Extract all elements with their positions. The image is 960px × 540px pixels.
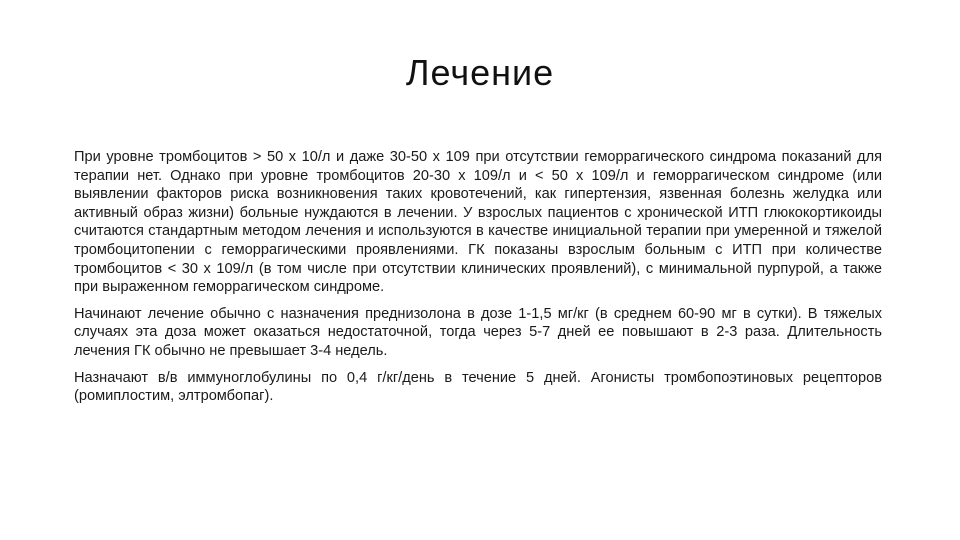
slide-body	[74, 148, 882, 414]
slide-title: Лечение	[405, 52, 555, 93]
paragraph-treatment-indications: При уровне тромбоцитов > 50 x 10/л и даже 30-50 x 109 при отсутствии геморрагического синдрома показаний для терапии нет. Однако при уровне тромбоцитов 20-30 х 109/л и < 50 х 109/л и геморрагическом синдроме (или выявлении факторов риска возникновения таких кровотечений, как гипертензия, язвенная болезнь желудка или активный образ жизни) больные нуждаются в лечении. У взрослых пациентов с хронической ИТП глюкокортикоиды считаются стандартным методом лечения и используются в качестве инициальной терапии при умеренной и тяжелой тромбоцитопении с геморрагическими проявлениями. ГК показаны взрослым больным с ИТП при количестве тромбоцитов < 30 х 109/л (в том числе при отсутствии клинических проявлений), с минимальной пурпурой, а также при выраженном геморрагическом синдроме.	[74, 149, 882, 296]
paragraph-prednisolone-dosage: Начинают лечение обычно с назначения преднизолона в дозе 1-1,5 мг/кг (в среднем 60-90 мг в сутки). В тяжелых случаях эта доза может оказаться недостаточной, тогда через 5-7 дней ее повышают в 2-3 раза. Длительность лечения ГК обычно не превышает 3-4 недель.	[74, 305, 882, 359]
paragraph-immunoglobulins: Назначают в/в иммуноглобулины по 0,4 г/кг/день в течение 5 дней. Агонисты тромбопоэтиновых рецепторов (ромиплостим, элтромбопаг).	[74, 369, 882, 405]
